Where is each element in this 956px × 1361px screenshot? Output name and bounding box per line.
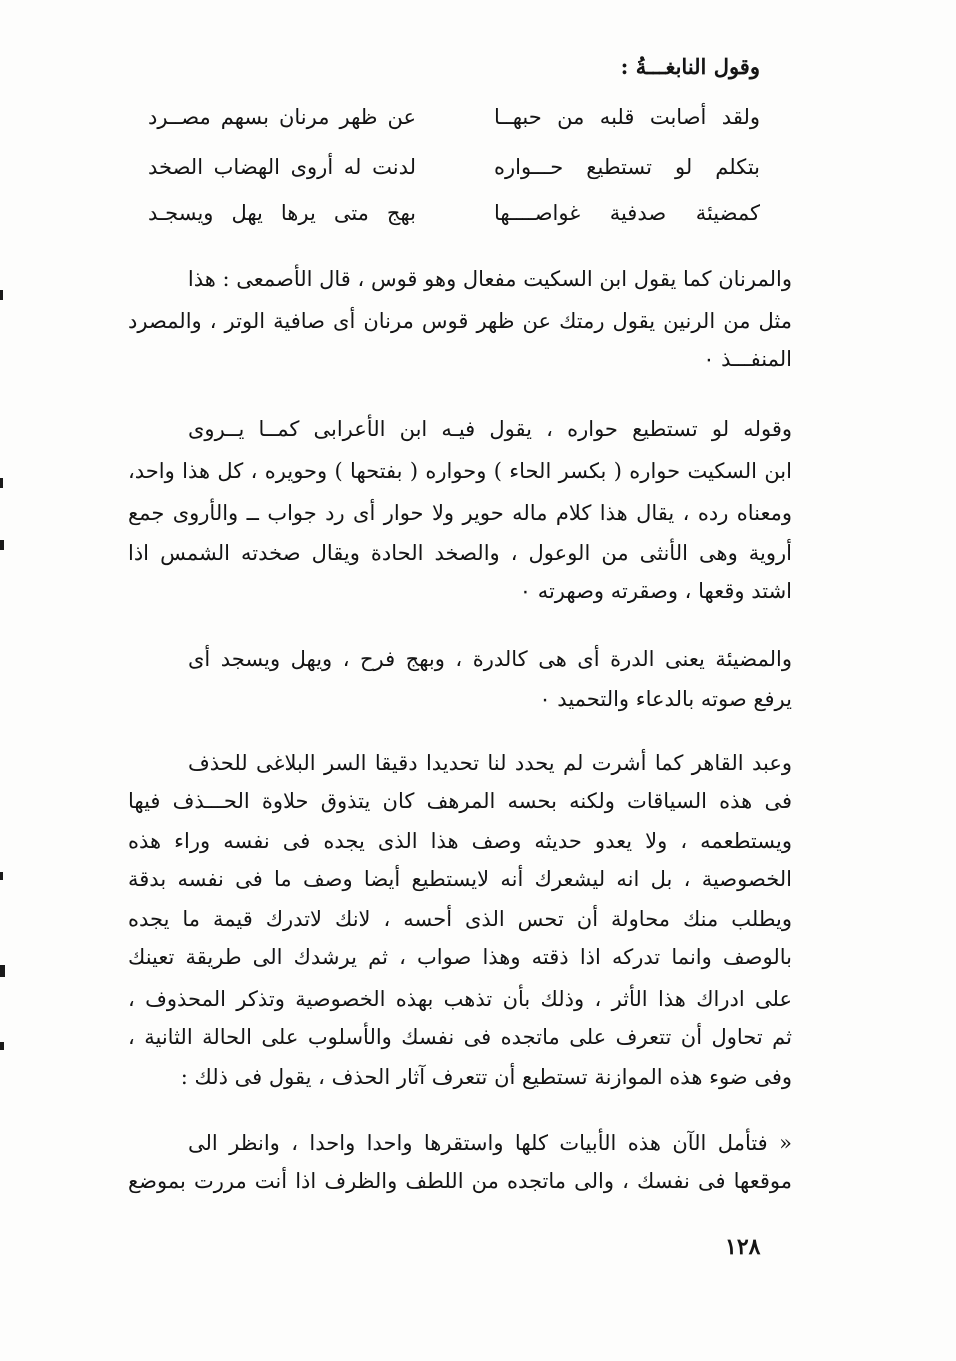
paragraph-5-line-2: موقعها فى نفسك ، والى ماتجده من اللطف والظرف اذا أنت مررت بموضع <box>128 1169 792 1193</box>
verse-2-first-hemistich: بتكلم لو تستطيع حـــواره <box>494 155 760 179</box>
paragraph-5-line-1: « فتأمل الآن هذه الأبيات كلها واستقرها واحدا واحدا ، وانظر الى <box>188 1131 792 1155</box>
verse-3-second-hemistich: بهج متى يرها يهل ويسجـد <box>148 201 416 225</box>
paragraph-2-line-5: اشتد وقعها ، وصقرته وصهرته ٠ <box>519 579 792 603</box>
paragraph-4-line-5: ويطلب منك محاولة أن تحس الذى أحسه ، لانك لاتدرك قيمة ما يجده <box>128 907 792 931</box>
paragraph-4-line-6: بالوصف وانما تدركه اذا ذقته وهذا صواب ، ثم يرشدك الى طريقة تعينك <box>128 945 792 969</box>
verse-3-first-hemistich: كمضيئة صدفية غواصــــها <box>494 201 760 225</box>
scan-margin-mark <box>0 290 3 300</box>
paragraph-2-line-3: ومعناه رده ، يقال هذا كلام ماله حوير ولا حوار أى رد جواب ــ والأروى جمع <box>128 501 792 525</box>
paragraph-1-line-3: المنفـــذ ٠ <box>703 347 792 371</box>
paragraph-4-line-1: وعبد القاهر كما أشرت لم يحدد لنا تحديدا دقيقا السر البلاغى للحذف <box>188 751 792 775</box>
section-heading: وقول النابغـــةُ : <box>620 54 760 79</box>
paragraph-4-line-4: الخصوصية ، بل انه ليشعرك أنه لايستطيع أيضا وصف ما فى نفسه بدقة <box>128 867 792 891</box>
paragraph-1-line-1: والمرنان كما يقول ابن السكيت مفعال وهو قوس ، قال الأصمعى : هذا <box>187 267 792 291</box>
paragraph-4-line-9: وفى ضوء هذه الموازنة تستطيع أن تتعرف آثار الحذف ، يقول فى ذلك : <box>180 1065 792 1089</box>
scan-margin-mark <box>0 478 3 488</box>
paragraph-4-line-2: فى هذه السياقات ولكنه بحسه المرهف كان يتذوق حلاوة الحـــذف فيها <box>128 789 792 813</box>
scan-margin-mark <box>0 540 4 550</box>
paragraph-3-line-2: يرفع صوته بالدعاء والتحميد ٠ <box>539 687 792 711</box>
paragraph-4-line-3: ويستطعمه ، ولا يعدو حديثه وصف هذا الذى يجده فى نفسه وراء هذه <box>128 829 792 853</box>
paragraph-1-line-2: مثل من الرنين يقول رمتك عن ظهر قوس مرنان أى صافية الوتر ، والمصرد <box>128 309 792 333</box>
verse-2-second-hemistich: لدنت له أروى الهضاب الصخد <box>148 155 416 179</box>
paragraph-4-line-7: على ادراك هذا الأثر ، وذلك بأن تذهب بهذه الخصوصية وتذكر المحذوف ، <box>128 987 792 1011</box>
page-number: ١٢٨ <box>725 1234 761 1260</box>
paragraph-2-line-4: أروية وهى الأنثى من الوعول ، والصخد الحادة ويقال صخدته الشمس اذا <box>128 541 792 565</box>
paragraph-2-line-1: وقوله لو تستطيع حواره ، يقول فيـه ابن الأعرابى كمــا يــروى <box>188 417 792 441</box>
scan-margin-mark <box>0 872 3 880</box>
scan-margin-mark <box>0 1042 4 1050</box>
paragraph-3-line-1: والمضيئة يعنى الدرة أى هى كالدرة ، وبهج فرح ، ويهل ويسجد أى <box>188 647 792 671</box>
paragraph-2-line-2: ابن السكيت حواره ( بكسر الحاء ) وحواره ( بفتحها ) وحويره ، كل هذا واحد، <box>128 459 792 483</box>
scan-margin-mark <box>0 965 5 977</box>
paragraph-4-line-8: ثم تحاول أن تتعرف على ماتجده فى نفسك والأسلوب على الحالة الثانية ، <box>128 1025 792 1049</box>
verse-1-second-hemistich: عن ظهر مرنان بسهم مصــرد <box>148 105 416 129</box>
verse-1-first-hemistich: ولقد أصابت قلبه من حبهــا <box>494 105 760 129</box>
